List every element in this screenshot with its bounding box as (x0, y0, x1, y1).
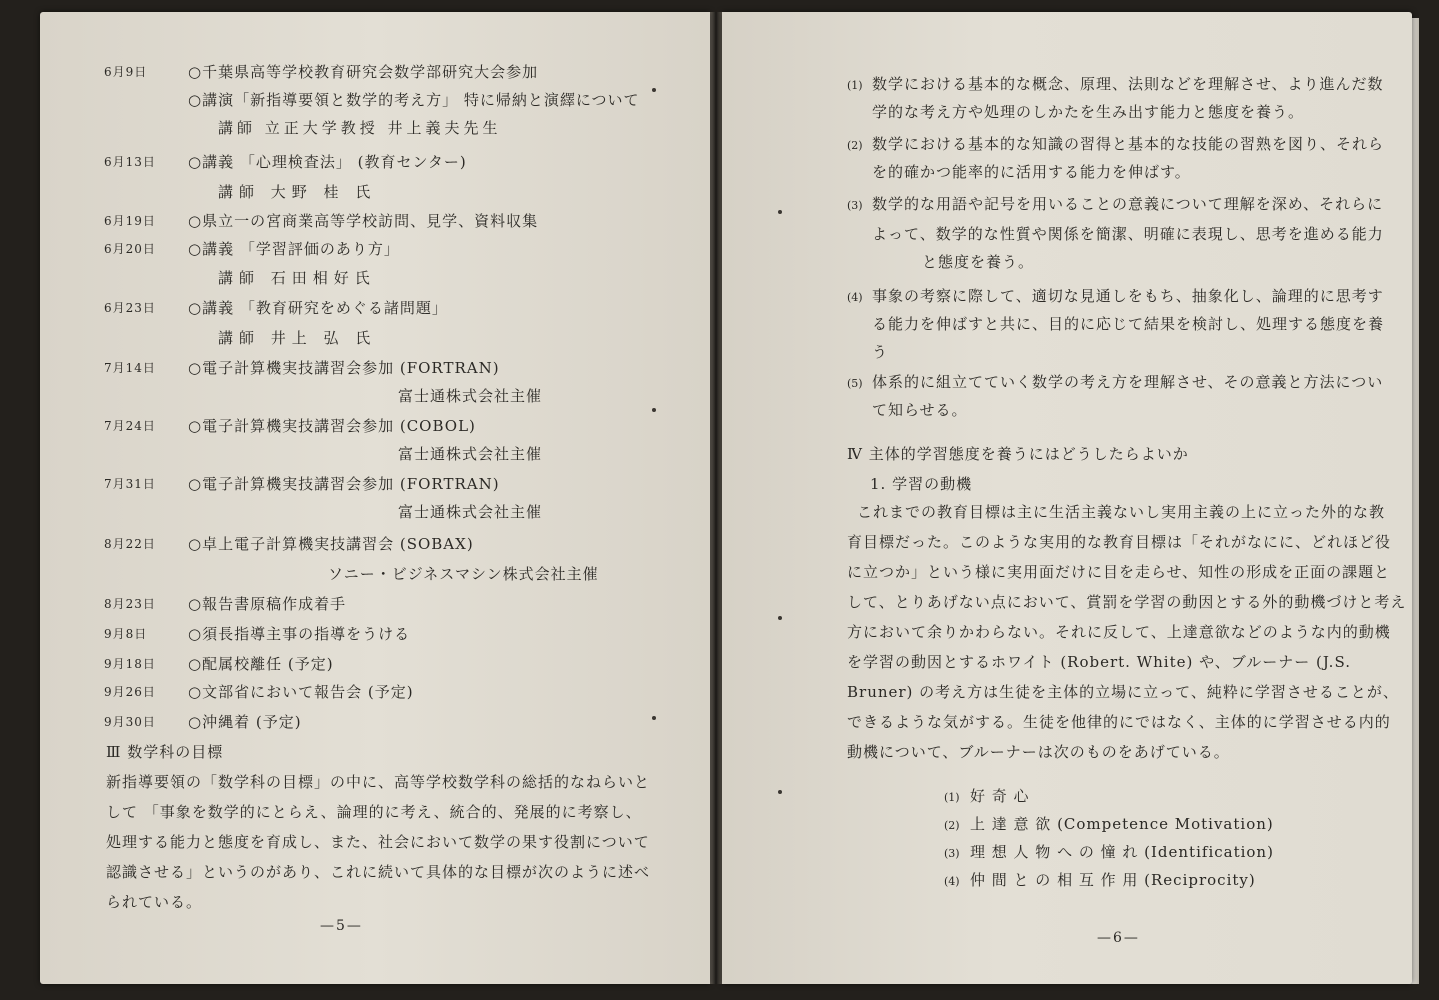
schedule-line: 富士通株式会社主催 (398, 445, 543, 463)
objective-number: (3) (847, 199, 863, 212)
body-line: Bruner) の考え方は生徒を主体的立場に立って、純粋に学習させることが、 (847, 683, 1399, 701)
motive-number: (1) (944, 791, 960, 804)
schedule-date: 9月8日 (104, 627, 148, 641)
schedule-line: 講師 井上 弘 氏 (218, 329, 377, 347)
schedule-line: 富士通株式会社主催 (398, 503, 543, 521)
objective-line: 体系的に組立てていく数学の考え方を理解させ、その意義と方法につい (872, 373, 1384, 391)
schedule-date: 9月26日 (104, 685, 156, 699)
schedule-line: ○沖縄着 (予定) (188, 713, 302, 731)
objective-line: よって、数学的な性質や関係を簡潔、明確に表現し、思考を進める能力 (872, 225, 1384, 243)
left-page (40, 12, 710, 984)
schedule-line: 講師 大野 桂 氏 (218, 183, 377, 201)
motive-text: 仲 間 と の 相 互 作 用 (Reciprocity) (970, 871, 1256, 889)
binding-dot (652, 88, 656, 92)
schedule-line: ○配属校離任 (予定) (188, 655, 334, 673)
body-line: 処理する能力と態度を育成し、また、社会において数学の果す役割について (106, 833, 650, 851)
schedule-date: 8月23日 (104, 597, 156, 611)
objective-number: (2) (847, 139, 863, 152)
body-line: して、とりあげない点において、賞罰を学習の動因とする外的動機づけと考え (847, 593, 1407, 611)
body-line: 新指導要領の「数学科の目標」の中に、高等学校数学科の総括的なねらいと (106, 773, 651, 791)
schedule-line: ○卓上電子計算機実技講習会 (SOBAX) (188, 535, 474, 553)
schedule-date: 6月23日 (104, 301, 156, 315)
motive-text: 理 想 人 物 へ の 憧 れ (Identification) (970, 843, 1274, 861)
schedule-date: 9月30日 (104, 715, 156, 729)
binding-dot (778, 616, 782, 620)
motive-number: (4) (944, 875, 960, 888)
subheading: 1. 学習の動機 (870, 475, 973, 493)
body-line: 方において余りかわらない。それに反して、上達意欲などのような内的動機 (847, 623, 1391, 641)
schedule-line: ○文部省において報告会 (予定) (188, 683, 414, 701)
binding-dot (778, 790, 782, 794)
objective-number: (1) (847, 79, 863, 92)
binding-dot (652, 408, 656, 412)
objective-line: 数学における基本的な知識の習得と基本的な技能の習熟を図り、それら (872, 135, 1385, 153)
objective-number: (4) (847, 291, 863, 304)
objective-line: 学的な考え方や処理のしかたを生み出す能力と態度を養う。 (872, 103, 1305, 121)
body-line: 育目標だった。このような実用的な教育目標は「それがなにに、どれほど役 (847, 533, 1392, 551)
motive-number: (2) (944, 819, 960, 832)
schedule-line: ○報告書原稿作成着手 (188, 595, 347, 613)
schedule-line: 講師 石田相好氏 (218, 269, 376, 287)
schedule-line: 富士通株式会社主催 (398, 387, 543, 405)
schedule-line: ○県立一の宮商業高等学校訪問、見学、資料収集 (188, 212, 539, 230)
body-line: に立つか」という様に実用面だけに目を走らせ、知性の形成を正面の課題と (847, 563, 1391, 581)
objective-line: を的確かつ能率的に活用する能力を伸ばす。 (872, 163, 1191, 181)
objective-line: 数学的な用語や記号を用いることの意義について理解を深め、それらに (872, 195, 1384, 213)
schedule-date: 7月14日 (104, 361, 156, 375)
body-line: できるような気がする。生徒を他律的にではなく、主体的に学習させる内的 (847, 713, 1391, 731)
schedule-date: 6月19日 (104, 214, 156, 228)
objective-line: る能力を伸ばすと共に、目的に応じて結果を検討し、処理する態度を養 (872, 315, 1385, 333)
schedule-date: 7月31日 (104, 477, 156, 491)
schedule-line: ○講義 「心理検査法」 (教育センター) (188, 153, 467, 171)
objective-line: 数学における基本的な概念、原理、法則などを理解させ、より進んだ数 (872, 75, 1384, 93)
motive-text: 上 達 意 欲 (Competence Motivation) (970, 815, 1274, 833)
schedule-line: ○電子計算機実技講習会参加 (FORTRAN) (188, 475, 500, 493)
schedule-line: ソニー・ビジネスマシン株式会社主催 (328, 565, 599, 583)
objective-line: て知らせる。 (872, 401, 968, 419)
page-number: —6— (1097, 930, 1140, 946)
motive-text: 好 奇 心 (970, 787, 1030, 805)
right-page (722, 12, 1412, 984)
schedule-date: 6月9日 (104, 65, 148, 79)
body-line: を学習の動因とするホワイト (Robert. White) や、ブルーナー (J.S. (847, 653, 1351, 671)
objective-number: (5) (847, 377, 863, 390)
schedule-line: 講師 立正大学教授 井上義夫先生 (218, 119, 502, 137)
body-line: 動機について、ブルーナーは次のものをあげている。 (847, 743, 1230, 761)
body-line: 認識させる」というのがあり、これに続いて具体的な目標が次のように述べ (106, 863, 651, 881)
schedule-line: ○電子計算機実技講習会参加 (COBOL) (188, 417, 476, 435)
page-number: —5— (320, 918, 363, 934)
section-heading: Ⅲ 数学科の目標 (106, 743, 224, 761)
body-line: して 「事象を数学的にとらえ、論理的に考え、統合的、発展的に考察し、 (106, 803, 642, 821)
binding-dot (652, 716, 656, 720)
motive-number: (3) (944, 847, 960, 860)
binding-dot (778, 210, 782, 214)
schedule-date: 7月24日 (104, 419, 156, 433)
schedule-date: 9月18日 (104, 657, 156, 671)
book-gutter (710, 12, 722, 984)
schedule-line: ○講義 「教育研究をめぐる諸問題」 (188, 299, 448, 317)
schedule-line: ○講義 「学習評価のあり方」 (188, 240, 400, 258)
objective-line: 事象の考察に際して、適切な見通しをもち、抽象化し、論理的に思考す (872, 287, 1384, 305)
schedule-date: 8月22日 (104, 537, 156, 551)
schedule-date: 6月13日 (104, 155, 156, 169)
body-line: られている。 (106, 893, 203, 911)
schedule-line: ○電子計算機実技講習会参加 (FORTRAN) (188, 359, 500, 377)
objective-line: う (872, 343, 889, 361)
schedule-date: 6月20日 (104, 242, 156, 256)
schedule-line: ○講演「新指導要領と数学的考え方」 特に帰納と演繹について (188, 91, 640, 109)
section-heading: Ⅳ 主体的学習態度を養うにはどうしたらよいか (847, 445, 1189, 463)
schedule-line: ○千葉県高等学校教育研究会数学部研究大会参加 (188, 63, 539, 81)
body-line: これまでの教育目標は主に生活主義ないし実用主義の上に立った外的な教 (857, 503, 1386, 521)
schedule-line: ○須長指導主事の指導をうける (188, 625, 411, 643)
objective-line: と態度を養う。 (922, 253, 1035, 271)
